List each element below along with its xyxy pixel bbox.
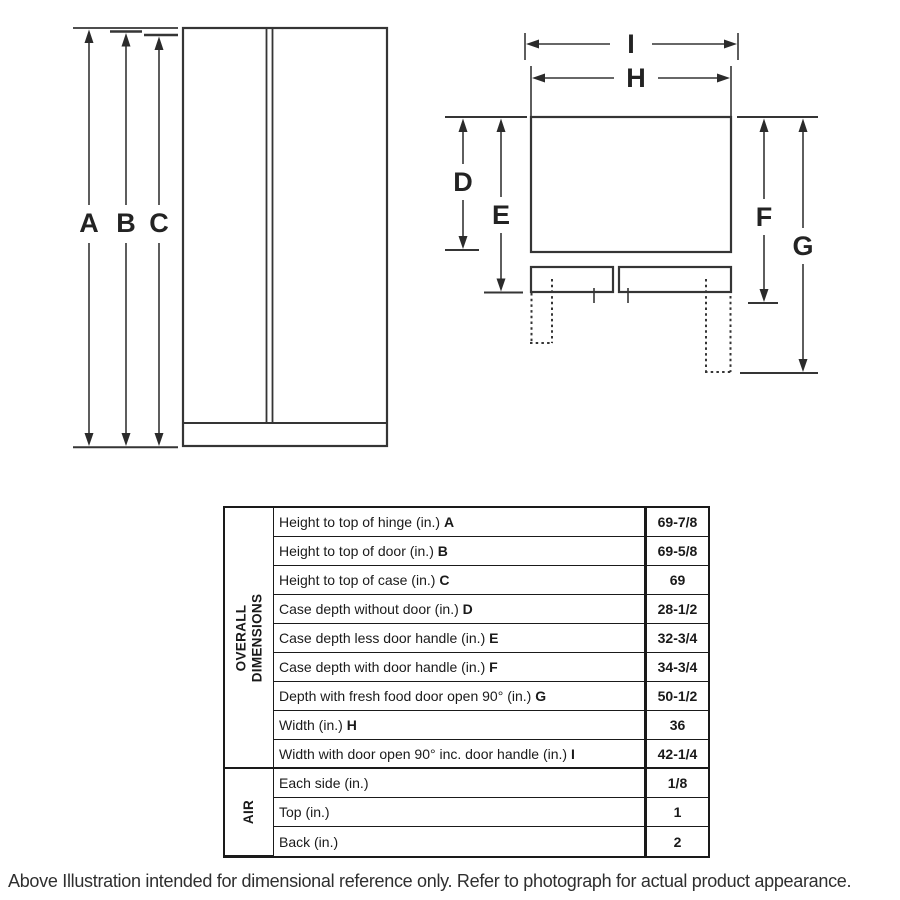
table-row	[225, 624, 708, 653]
row-label: Height to top of hinge (in.) A	[274, 508, 644, 537]
table-row	[225, 566, 708, 595]
dimensions-table	[223, 506, 710, 858]
table-row	[225, 740, 708, 769]
table-row	[225, 508, 708, 537]
section-overall-dimensions	[225, 508, 274, 769]
table-row	[225, 711, 708, 740]
row-value: 32-3/4	[644, 624, 708, 653]
row-label: Each side (in.)	[274, 769, 644, 798]
table-row	[225, 595, 708, 624]
table-row	[225, 827, 708, 856]
row-value: 69	[644, 566, 708, 595]
top-view-diagram	[440, 20, 830, 385]
section-air	[225, 769, 274, 856]
row-label: Height to top of door (in.) B	[274, 537, 644, 566]
row-label: Case depth with door handle (in.) F	[274, 653, 644, 682]
dim-label-h: H	[626, 63, 646, 93]
table-row	[225, 769, 708, 798]
table-row	[225, 653, 708, 682]
row-value: 50-1/2	[644, 682, 708, 711]
dim-label-f: F	[755, 202, 773, 232]
row-value: 28-1/2	[644, 595, 708, 624]
row-label: Case depth without door (in.) D	[274, 595, 644, 624]
dimension-arrows-abc	[89, 41, 159, 435]
case-outline	[531, 117, 731, 303]
table-row	[225, 537, 708, 566]
dim-label-c: C	[149, 208, 169, 238]
row-value: 69-7/8	[644, 508, 708, 537]
row-value: 36	[644, 711, 708, 740]
row-label: Top (in.)	[274, 798, 644, 827]
row-value: 69-5/8	[644, 537, 708, 566]
dim-label-i: I	[627, 29, 635, 59]
row-label: Case depth less door handle (in.) E	[274, 624, 644, 653]
fridge-outline	[183, 28, 387, 446]
row-value: 2	[644, 827, 708, 856]
row-value: 1/8	[644, 769, 708, 798]
table-row	[225, 798, 708, 827]
footnote-caption: Above Illustration intended for dimensional reference only. Refer to photograph for actual product appearance.	[8, 871, 852, 891]
dim-label-d: D	[453, 167, 473, 197]
dim-label-a: A	[79, 208, 99, 238]
row-value: 1	[644, 798, 708, 827]
row-label: Back (in.)	[274, 827, 644, 856]
dimension-arrows-defg	[463, 130, 803, 360]
row-label: Depth with fresh food door open 90° (in.) G	[274, 682, 644, 711]
section-label: OVERALL DIMENSIONS	[233, 593, 264, 682]
dim-label-g: G	[792, 231, 814, 261]
row-label: Width (in.) H	[274, 711, 644, 740]
dim-label-b: B	[116, 208, 136, 238]
section-label: AIR	[241, 799, 257, 825]
row-label: Width with door open 90° inc. door handle (in.) I	[274, 740, 644, 769]
dim-label-e: E	[491, 200, 511, 230]
row-value: 42-1/4	[644, 740, 708, 769]
row-label: Height to top of case (in.) C	[274, 566, 644, 595]
table-row	[225, 682, 708, 711]
row-value: 34-3/4	[644, 653, 708, 682]
front-view-diagram	[60, 15, 400, 460]
